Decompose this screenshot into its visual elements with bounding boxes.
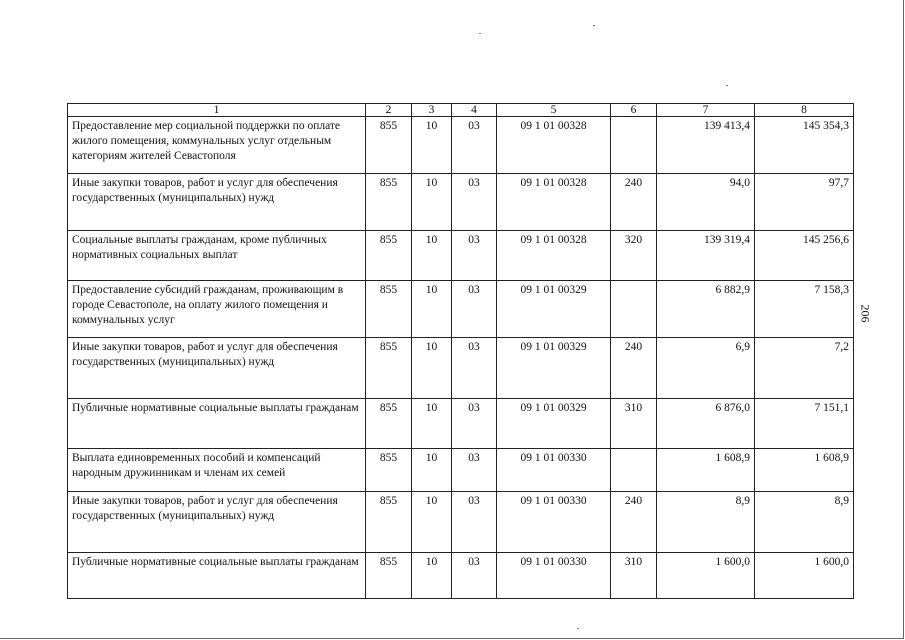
row-c2: 855 — [366, 399, 412, 449]
row-name: Социальные выплаты гражданам, кроме публичных нормативных социальных выплат — [68, 231, 366, 281]
row-c7: 1 608,9 — [657, 449, 755, 492]
row-c8: 8,9 — [755, 492, 854, 553]
row-c5: 09 1 01 00329 — [497, 281, 611, 338]
row-c4: 03 — [452, 281, 497, 338]
table-row — [68, 492, 854, 553]
header-col-1: 1 — [68, 104, 366, 117]
header-col-4: 4 — [452, 104, 497, 117]
row-c6 — [611, 449, 657, 492]
row-c2: 855 — [366, 231, 412, 281]
row-c4: 03 — [452, 338, 497, 399]
row-c4: 03 — [452, 174, 497, 231]
row-c6: 310 — [611, 553, 657, 599]
row-c8: 7,2 — [755, 338, 854, 399]
row-c6: 310 — [611, 399, 657, 449]
row-c5: 09 1 01 00330 — [497, 553, 611, 599]
scan-speck — [593, 25, 595, 26]
row-c3: 10 — [412, 449, 452, 492]
row-c7: 8,9 — [657, 492, 755, 553]
table-row — [68, 231, 854, 281]
row-name: Публичные нормативные социальные выплаты гражданам — [68, 399, 366, 449]
row-c4: 03 — [452, 492, 497, 553]
row-c8: 1 600,0 — [755, 553, 854, 599]
table-row — [68, 117, 854, 174]
row-name: Иные закупки товаров, работ и услуг для обеспечения государственных (муниципальных) нужд — [68, 338, 366, 399]
page-number: 206 — [858, 304, 873, 323]
header-col-2: 2 — [366, 104, 412, 117]
row-c2: 855 — [366, 117, 412, 174]
table-row — [68, 399, 854, 449]
row-c6 — [611, 117, 657, 174]
row-c5: 09 1 01 00328 — [497, 174, 611, 231]
row-c6: 240 — [611, 492, 657, 553]
row-c8: 145 256,6 — [755, 231, 854, 281]
budget-table — [67, 103, 854, 599]
row-c3: 10 — [412, 174, 452, 231]
row-name: Иные закупки товаров, работ и услуг для обеспечения государственных (муниципальных) нужд — [68, 492, 366, 553]
header-col-8: 8 — [755, 104, 854, 117]
row-c7: 139 319,4 — [657, 231, 755, 281]
scan-speck — [577, 628, 579, 629]
row-c7: 94,0 — [657, 174, 755, 231]
row-name: Иные закупки товаров, работ и услуг для обеспечения государственных (муниципальных) нужд — [68, 174, 366, 231]
table-row — [68, 174, 854, 231]
row-c4: 03 — [452, 553, 497, 599]
row-c4: 03 — [452, 449, 497, 492]
row-c3: 10 — [412, 553, 452, 599]
row-c3: 10 — [412, 338, 452, 399]
row-c7: 6,9 — [657, 338, 755, 399]
row-c7: 139 413,4 — [657, 117, 755, 174]
row-c6 — [611, 281, 657, 338]
row-c3: 10 — [412, 117, 452, 174]
table-header-row — [68, 104, 854, 117]
header-col-5: 5 — [497, 104, 611, 117]
header-col-7: 7 — [657, 104, 755, 117]
table-row — [68, 553, 854, 599]
row-c3: 10 — [412, 399, 452, 449]
row-name: Предоставление субсидий гражданам, проживающим в городе Севастополе, на оплату жилого помещения и коммунальных услуг — [68, 281, 366, 338]
row-name: Предоставление мер социальной поддержки по оплате жилого помещения, коммунальных услуг отдельным категориям жителей Севастополя — [68, 117, 366, 174]
header-col-3: 3 — [412, 104, 452, 117]
row-name: Выплата единовременных пособий и компенсаций народным дружинникам и членам их семей — [68, 449, 366, 492]
scan-speck — [726, 85, 728, 86]
row-c6: 240 — [611, 174, 657, 231]
row-name: Публичные нормативные социальные выплаты гражданам — [68, 553, 366, 599]
table-row — [68, 281, 854, 338]
row-c5: 09 1 01 00330 — [497, 449, 611, 492]
row-c8: 7 151,1 — [755, 399, 854, 449]
header-col-6: 6 — [611, 104, 657, 117]
row-c7: 6 882,9 — [657, 281, 755, 338]
row-c4: 03 — [452, 231, 497, 281]
row-c8: 1 608,9 — [755, 449, 854, 492]
row-c2: 855 — [366, 174, 412, 231]
row-c8: 7 158,3 — [755, 281, 854, 338]
table-row — [68, 338, 854, 399]
row-c5: 09 1 01 00328 — [497, 231, 611, 281]
row-c5: 09 1 01 00329 — [497, 399, 611, 449]
row-c2: 855 — [366, 281, 412, 338]
row-c6: 320 — [611, 231, 657, 281]
row-c7: 6 876,0 — [657, 399, 755, 449]
row-c6: 240 — [611, 338, 657, 399]
row-c4: 03 — [452, 117, 497, 174]
row-c3: 10 — [412, 281, 452, 338]
row-c2: 855 — [366, 492, 412, 553]
row-c5: 09 1 01 00328 — [497, 117, 611, 174]
row-c5: 09 1 01 00330 — [497, 492, 611, 553]
scan-speck — [479, 33, 481, 34]
row-c8: 145 354,3 — [755, 117, 854, 174]
row-c5: 09 1 01 00329 — [497, 338, 611, 399]
row-c7: 1 600,0 — [657, 553, 755, 599]
row-c2: 855 — [366, 449, 412, 492]
row-c8: 97,7 — [755, 174, 854, 231]
row-c4: 03 — [452, 399, 497, 449]
row-c2: 855 — [366, 338, 412, 399]
table-row — [68, 449, 854, 492]
row-c2: 855 — [366, 553, 412, 599]
row-c3: 10 — [412, 231, 452, 281]
row-c3: 10 — [412, 492, 452, 553]
